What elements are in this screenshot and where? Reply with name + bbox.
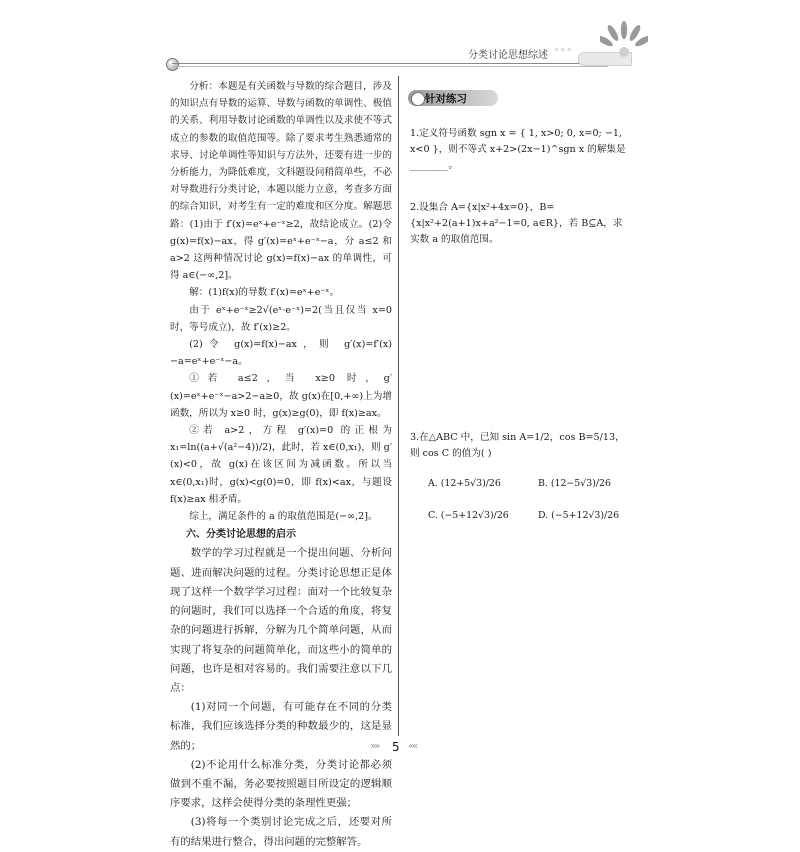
exercise-badge-label: 针对练习 (425, 93, 467, 105)
point-2: (2)不论用什么标准分类，分类讨论都必须做到不重不漏，务必要按照题目所设定的逻辑顺序要求，这样会使得分类的条理性更强； (170, 758, 392, 810)
section-heading: 六、分类讨论思想的启示 (186, 529, 296, 541)
question-2 (410, 200, 630, 248)
header-circle-ornament (166, 58, 179, 71)
question-3-text: 3.在△ABC 中，已知 sin A=1/2，cos B=5/13，则 cos C 的值为( ) (410, 432, 625, 459)
footer-right-arrows-icon: «« (408, 741, 417, 752)
inspiration-paragraph: 数学的学习过程就是一个提出问题、分析问题、进而解决问题的过程。分类讨论思想正是体现了这样一个数学学习过程：面对一个比较复杂的问题时，我们可以选择一个合适的角度，将复杂的问题进行拆解，分解为几个简单问题，从而实现了将复杂的问题简单化，而这些小的简单的问题，也许是相对容易的。我们需要注意以下几点： (170, 547, 392, 694)
point-3: (3)将每一个类别讨论完成之后，还要对所有的结果进行整合，得出问题的完整解答。 (170, 816, 392, 848)
footer-left-arrows-icon: »» (370, 741, 379, 752)
question-1-text: 1.定义符号函数 sgn x = { 1, x>0; 0, x=0; −1, x<0 }，则不等式 x+2>(2x−1)^sgn x 的解集是________。 (410, 128, 626, 171)
running-header-title: 分类讨论思想综述 (468, 50, 548, 61)
header-dots: ◦◦◦ (554, 46, 573, 56)
solution-case-1: ①若 a≤2，当 x≥0 时，g′(x)=eˣ+e⁻ˣ−a>2−a≥0，故 g(x)在[0,+∞)上为增函数，所以为 x≥0 时，g(x)≥g(0)，即 f(x)≥ax。 (170, 373, 392, 419)
solution-conclusion: 综上，满足条件的 a 的取值范围是(−∞,2]。 (189, 511, 378, 523)
solution-line-2: 由于 eˣ+e⁻ˣ≥2√(eˣ·e⁻ˣ)=2(当且仅当 x=0 时，等号成立)，故 f′(x)≥2。 (170, 304, 392, 333)
choice-c: C. (−5+12√3)/26 (428, 510, 509, 521)
choice-d: D. (−5+12√3)/26 (538, 510, 620, 521)
header-rule-2 (172, 66, 608, 67)
header-rule (172, 63, 608, 64)
solution-line-3: (2)令 g(x)=f(x)−ax，则 g′(x)=f′(x)−a=eˣ+e⁻ˣ−a。 (170, 339, 392, 368)
analysis-paragraph: 分析：本题是有关函数与导数的综合题目，涉及的知识点有导数的运算、导数与函数的单调性、极值的关系、利用导数讨论函数的单调性以及求使不等式成立的参数的取值范围等。除了要求考生熟悉通常的求导、讨论单调性等知识与方法外，还要有进一步的分析能力，为降低难度，文科题设问稍简单些，不必对导数进行分类讨论，本题以能力立意，考查多方面的综合知识，对考生有一定的难度和区分度。解题思路：(1)由于 f′(x)=eˣ+e⁻ˣ≥2，故结论成立。(2)令 g(x)=f(x)−ax，得 g′(x)=eˣ+e⁻ˣ−a，分 a≤2 和 a>2 这两种情况讨论 g(x)=f(x)−ax 的单调性，可得 a∈(−∞,2]。 (170, 81, 392, 282)
solution-line-1: 解：(1)f(x)的导数 f′(x)=eˣ+e⁻ˣ。 (189, 287, 340, 299)
badge-circle-icon (411, 92, 425, 106)
choice-b: B. (12−5√3)/26 (538, 478, 611, 489)
question-1 (410, 126, 630, 174)
solution-case-2: ②若 a>2，方程 g′(x)=0 的正根为 x₁=ln((a+√(a²−4))/2)，此时，若 x∈(0,x₁)，则 g′(x)<0，故 g(x)在该区间为减函数。所以当 x∈(0,x₁)时，g(x)<g(0)=0，即 f(x)<ax，与题设 f(x)≥ax 相矛盾。 (170, 425, 392, 505)
flower-ornament-icon (600, 20, 648, 68)
choice-a: A. (12+5√3)/26 (428, 478, 501, 489)
point-1: (1)对同一个问题，有可能存在不同的分类标准，我们应该选择分类的种数最少的，这是显然的； (170, 701, 392, 752)
column-divider (398, 76, 399, 736)
page-number: 5 (392, 740, 400, 754)
left-column (170, 78, 392, 852)
question-3 (410, 430, 630, 462)
question-2-text: 2.设集合 A={x|x²+4x=0}，B={x|x²+2(a+1)x+a²−1=0, a∈R}，若 B⊆A，求实数 a 的取值范围。 (410, 202, 623, 245)
